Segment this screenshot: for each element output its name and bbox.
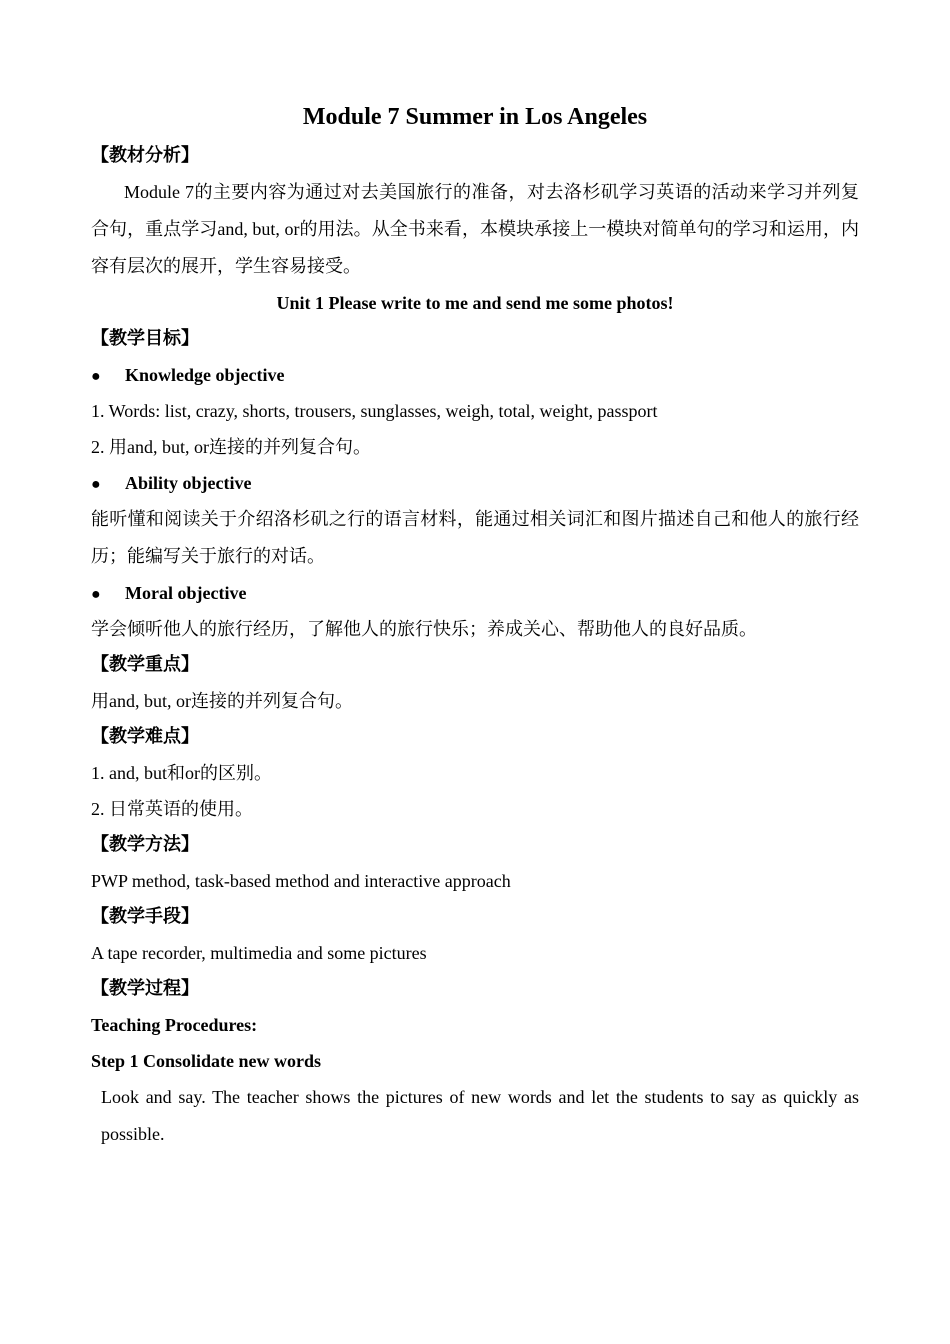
knowledge-objective-heading: [91, 357, 859, 393]
section-heading-process: 【教学过程】: [91, 978, 199, 999]
document-title: Module 7 Summer in Los Angeles: [302, 104, 648, 130]
bullet-icon: ●: [91, 368, 101, 385]
teaching-procedures-label: Teaching Procedures:: [91, 1015, 258, 1035]
material-analysis-text: Module 7的主要内容为通过对去美国旅行的准备，对去洛杉矶学习英语的活动来学习并列复合句，重点学习and, but, or的用法。从全书来看，本模块承接上一模块对简单句的学习和运用，内容有层次的展开，学生容易接受。: [91, 182, 859, 276]
section-heading-objectives: 【教学目标】: [91, 328, 199, 349]
knowledge-objective-label: Knowledge objective: [125, 365, 285, 385]
document-page: [91, 100, 859, 1153]
moral-objective-heading: [91, 575, 859, 611]
unit-title: Unit 1 Please write to me and send me some photos!: [276, 293, 674, 313]
moral-objective-label: Moral objective: [125, 583, 247, 603]
methods-text: PWP method, task-based method and interactive approach: [91, 871, 511, 891]
aids-text: A tape recorder, multimedia and some pictures: [91, 943, 427, 963]
knowledge-item-words: 1. Words: list, crazy, shorts, trousers, sunglasses, weigh, total, weight, passport: [91, 401, 658, 421]
key-points-text: 用and, but, or连接的并列复合句。: [91, 691, 353, 711]
step-1-text: Look and say. The teacher shows the pictures of new words and let the students to say as quickly as possible.: [101, 1087, 859, 1144]
knowledge-item-sentences: 2. 用and, but, or连接的并列复合句。: [91, 437, 371, 457]
section-heading-material-analysis: 【教材分析】: [91, 145, 199, 166]
difficulty-item-1: 1. and, but和or的区别。: [91, 763, 272, 783]
ability-objective-text: 能听懂和阅读关于介绍洛杉矶之行的语言材料，能通过相关词汇和图片描述自己和他人的旅行经历；能编写关于旅行的对话。: [91, 509, 859, 566]
moral-objective-text: 学会倾听他人的旅行经历，了解他人的旅行快乐；养成关心、帮助他人的良好品质。: [91, 619, 757, 639]
ability-objective-label: Ability objective: [125, 473, 252, 493]
bullet-icon: ●: [91, 476, 101, 493]
section-heading-aids: 【教学手段】: [91, 906, 199, 927]
step-1-title: Step 1 Consolidate new words: [91, 1051, 322, 1071]
bullet-icon: ●: [91, 586, 101, 603]
ability-objective-heading: [91, 465, 859, 501]
section-heading-key-points: 【教学重点】: [91, 654, 199, 675]
section-heading-difficulties: 【教学难点】: [91, 726, 199, 747]
section-heading-methods: 【教学方法】: [91, 834, 199, 855]
difficulty-item-2: 2. 日常英语的使用。: [91, 799, 253, 819]
